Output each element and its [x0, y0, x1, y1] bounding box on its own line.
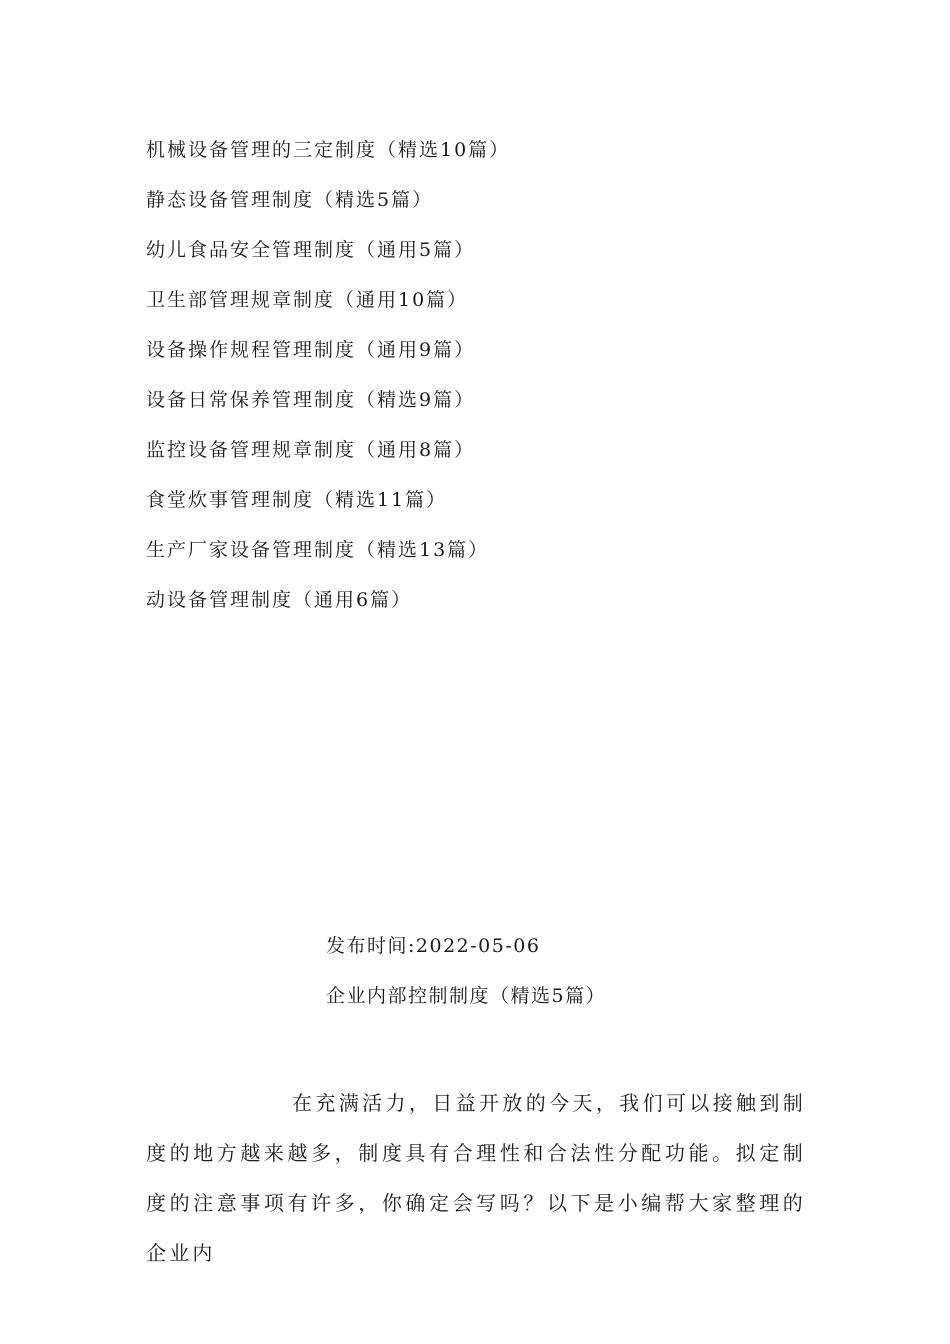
related-article-link[interactable]: 设备操作规程管理制度（通用9篇）: [146, 339, 476, 361]
related-articles-list: [146, 134, 510, 634]
related-article-link[interactable]: 食堂炊事管理制度（精选11篇）: [146, 489, 448, 511]
related-article-link[interactable]: 设备日常保养管理制度（精选9篇）: [146, 389, 476, 411]
related-article-link[interactable]: 监控设备管理规章制度（通用8篇）: [146, 439, 476, 461]
article-title: 企业内部控制制度（精选5篇）: [326, 985, 607, 1007]
related-article-link[interactable]: 动设备管理制度（通用6篇）: [146, 589, 413, 611]
related-article-link[interactable]: 卫生部管理规章制度（通用10篇）: [146, 289, 469, 311]
related-article-link[interactable]: 机械设备管理的三定制度（精选10篇）: [146, 139, 511, 161]
article-intro-paragraph: 在充满活力，日益开放的今天，我们可以接触到制度的地方越来越多，制度具有合理性和合法性分配功能。拟定制度的注意事项有许多，你确定会写吗？以下是小编帮大家整理的企业内: [146, 1091, 806, 1265]
related-article-link[interactable]: 幼儿食品安全管理制度（通用5篇）: [146, 239, 476, 261]
related-article-link[interactable]: 生产厂家设备管理制度（精选13篇）: [146, 539, 490, 561]
publish-date: 发布时间:2022-05-06: [326, 935, 541, 957]
related-article-link[interactable]: 静态设备管理制度（精选5篇）: [146, 189, 434, 211]
